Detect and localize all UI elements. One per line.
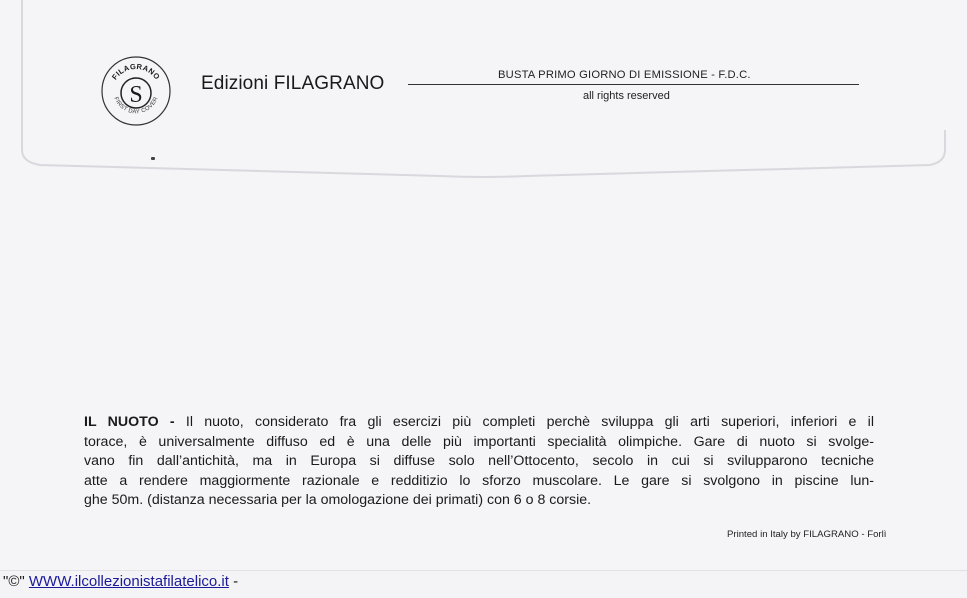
printer-credit: Printed in Italy by FILAGRANO - Forlì <box>727 529 887 540</box>
rights-reserved: all rights reserved <box>583 90 670 102</box>
article-line-2: torace, è universalmente diffuso ed è una delle più importanti specialità olimpiche. Gare di nuoto si svolge- <box>84 433 874 450</box>
brand-title: Edizioni FILAGRANO <box>201 73 385 94</box>
article-line-4: atte a rendere maggiormente razionale e redditizio lo sforzo muscolare. Le gare si svolgono in piscine lun- <box>84 472 874 489</box>
article-text <box>84 413 874 511</box>
logo-ring-bottom-text: FIRST DAY COVER <box>112 96 160 116</box>
article-line-3: vano fin dall’antichità, ma in Europa si diffuse solo nell’Ottocento, secolo in cui si svilupparono tecniche <box>84 453 874 469</box>
watermark-suffix: - <box>233 573 239 590</box>
filagrano-logo-icon <box>100 55 172 127</box>
watermark-link[interactable]: WWW.ilcollezionistafilatelico.it <box>28 573 229 590</box>
header-rule <box>408 84 859 85</box>
article-heading: IL NUOTO - <box>84 414 175 430</box>
watermark-prefix: "©" <box>3 573 25 590</box>
fdc-title: BUSTA PRIMO GIORNO DI EMISSIONE - F.D.C. <box>498 69 751 81</box>
logo-center-letter: S <box>129 82 143 108</box>
article-line-1 <box>84 413 874 433</box>
article-line-1-text: Il nuoto, considerato fra gli esercizi più completi perchè sviluppa gli arti superiori, inferiori e il <box>185 414 874 430</box>
logo-ring-top-text: FILAGRANO <box>110 61 162 82</box>
ink-speck <box>151 157 155 160</box>
article-line-5: ghe 50m. (distanza necessaria per la omologazione dei primati) con 6 o 8 corsie. <box>84 492 592 508</box>
watermark-text <box>3 573 238 590</box>
